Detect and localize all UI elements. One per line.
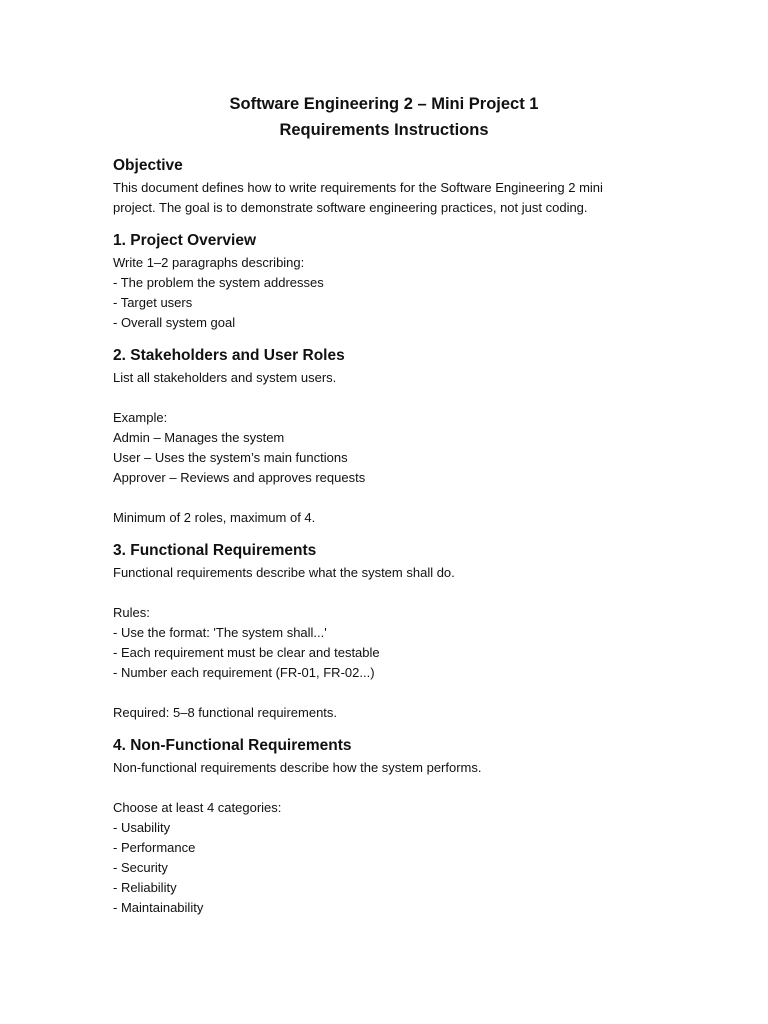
section-heading: 3. Functional Requirements xyxy=(113,542,317,559)
text-line: Rules: xyxy=(113,605,150,620)
document-subtitle: Requirements Instructions xyxy=(279,121,489,139)
document-body xyxy=(113,154,673,929)
text-line: Write 1–2 paragraphs describing: xyxy=(113,255,305,270)
blank-line xyxy=(113,583,673,603)
text-line: - Number each requirement (FR-01, FR-02...) xyxy=(113,665,375,680)
section-1-project-overview xyxy=(113,229,673,333)
text-line: Functional requirements describe what the system shall do. xyxy=(113,565,455,580)
text-line: - Security xyxy=(113,860,168,875)
text-line: Required: 5–8 functional requirements. xyxy=(113,705,338,720)
section-4-non-functional-requirements xyxy=(113,734,673,918)
text-line: Admin – Manages the system xyxy=(113,430,285,445)
text-line: - Maintainability xyxy=(113,900,204,915)
blank-line xyxy=(113,778,673,798)
blank-line xyxy=(113,388,673,408)
section-2-stakeholders-and-user-roles xyxy=(113,344,673,528)
text-line: - Performance xyxy=(113,840,196,855)
section-3-functional-requirements xyxy=(113,539,673,723)
document-title: Software Engineering 2 – Mini Project 1 xyxy=(229,95,539,113)
text-line: Non-functional requirements describe how the system performs. xyxy=(113,760,482,775)
section-objective xyxy=(113,154,673,218)
section-heading: Objective xyxy=(113,157,183,174)
text-line: Choose at least 4 categories: xyxy=(113,800,282,815)
section-heading: 2. Stakeholders and User Roles xyxy=(113,347,345,364)
blank-line xyxy=(113,488,673,508)
text-line: project. The goal is to demonstrate software engineering practices, not just coding. xyxy=(113,200,588,215)
section-heading: 4. Non-Functional Requirements xyxy=(113,737,352,754)
text-line: - Use the format: 'The system shall...' xyxy=(113,625,327,640)
text-line: List all stakeholders and system users. xyxy=(113,370,337,385)
text-line: This document defines how to write requirements for the Software Engineering 2 mini xyxy=(113,180,603,195)
blank-line xyxy=(113,683,673,703)
text-line: - Usability xyxy=(113,820,171,835)
text-line: - Overall system goal xyxy=(113,315,236,330)
text-line: - Target users xyxy=(113,295,193,310)
text-line: - Each requirement must be clear and testable xyxy=(113,645,380,660)
text-line: Example: xyxy=(113,410,168,425)
text-line: Approver – Reviews and approves requests xyxy=(113,470,366,485)
text-line: User – Uses the system’s main functions xyxy=(113,450,348,465)
text-line: - Reliability xyxy=(113,880,177,895)
text-line: Minimum of 2 roles, maximum of 4. xyxy=(113,510,316,525)
section-heading: 1. Project Overview xyxy=(113,232,257,249)
text-line: - The problem the system addresses xyxy=(113,275,324,290)
